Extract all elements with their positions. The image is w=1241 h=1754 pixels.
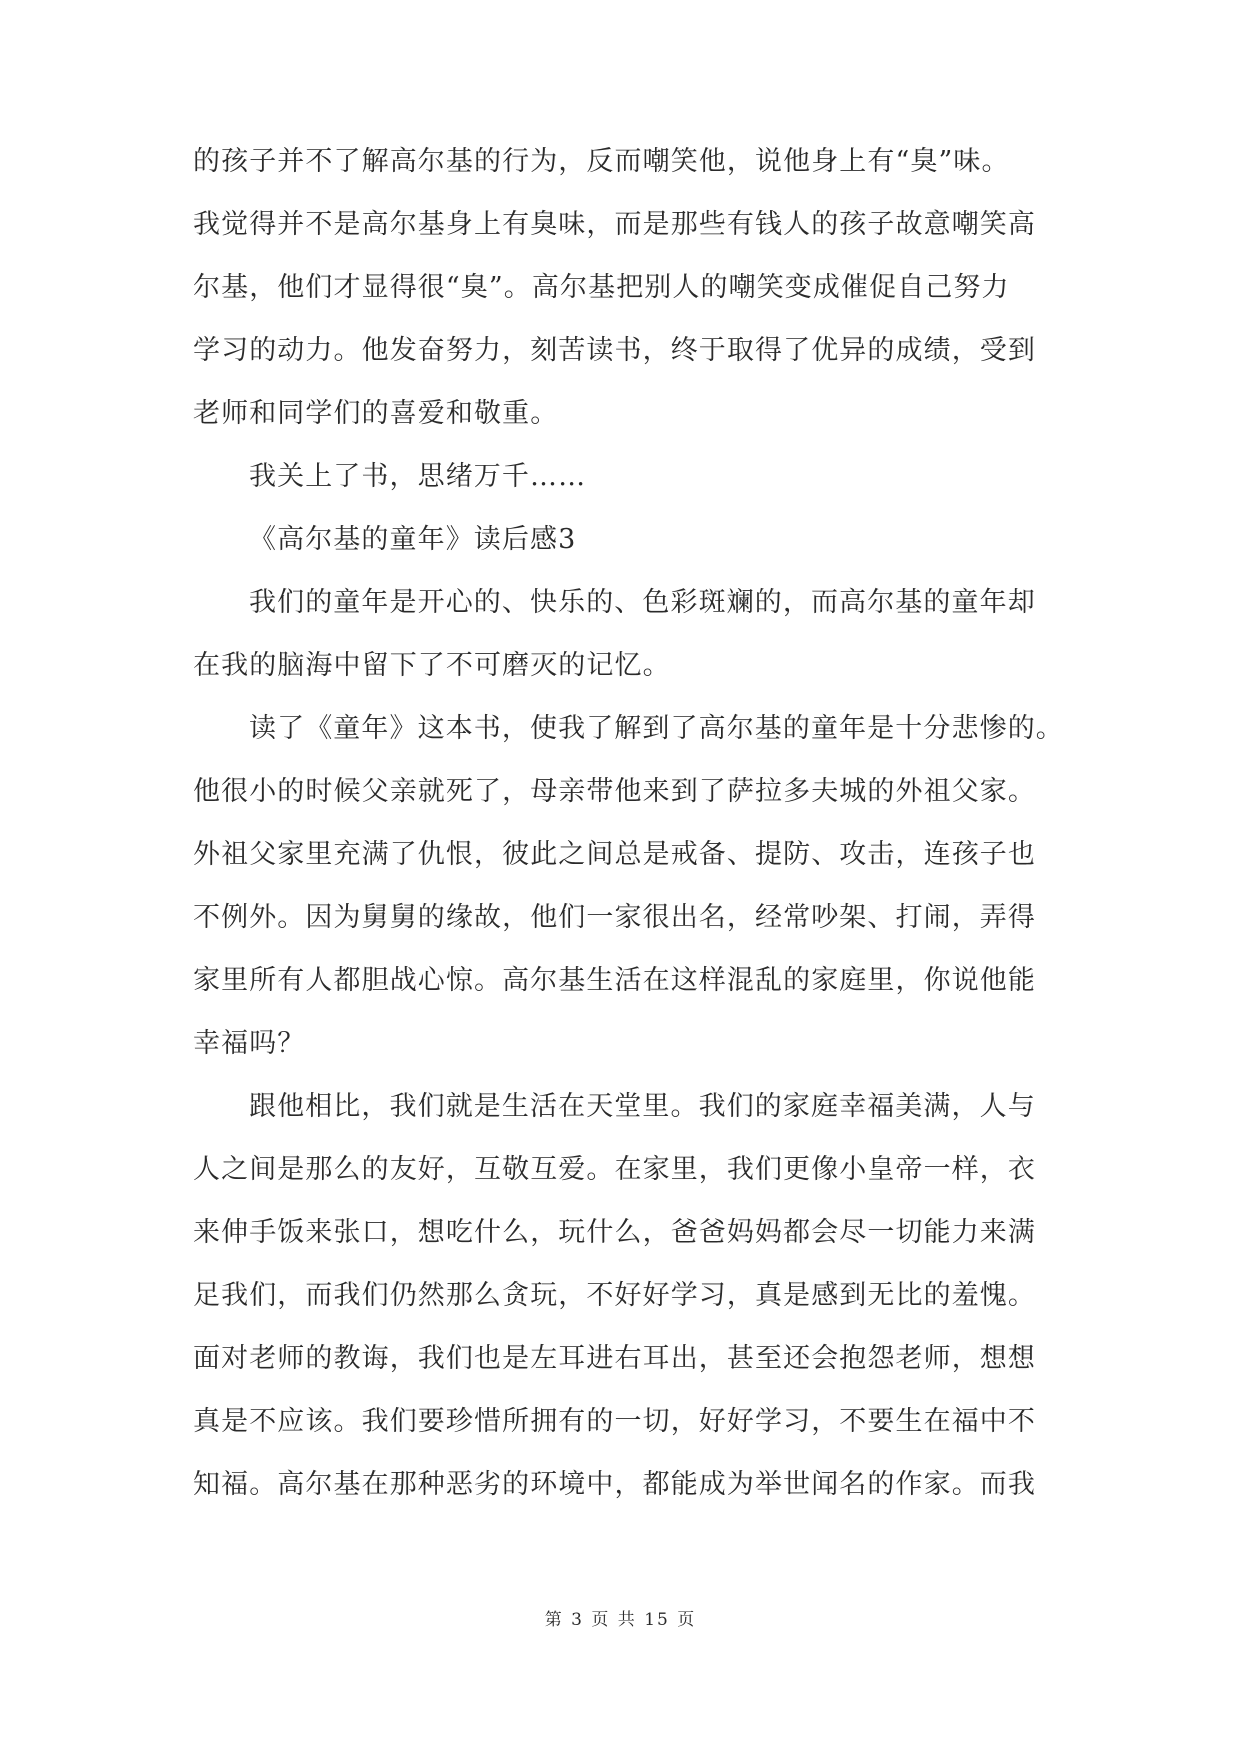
paragraph-line: 我觉得并不是高尔基身上有臭味，而是那些有钱人的孩子故意嘲笑高 [193,209,1036,240]
paragraph-line: 知福。高尔基在那种恶劣的环境中，都能成为举世闻名的作家。而我 [193,1469,1036,1500]
paragraph-line: 家里所有人都胆战心惊。高尔基生活在这样混乱的家庭里，你说他能 [193,965,1036,996]
paragraph-line: 学习的动力。他发奋努力，刻苦读书，终于取得了优异的成绩，受到 [193,335,1036,366]
paragraph-line: 人之间是那么的友好，互敬互爱。在家里，我们更像小皇帝一样，衣 [193,1154,1036,1185]
paragraph-line: 我们的童年是开心的、快乐的、色彩斑斓的，而高尔基的童年却 [249,587,1036,618]
paragraph-line: 我关上了书，思绪万千…… [249,461,587,492]
paragraph-line: 老师和同学们的喜爱和敬重。 [193,398,559,429]
paragraph-line: 幸福吗？ [193,1028,306,1059]
paragraph-line: 来伸手饭来张口，想吃什么，玩什么，爸爸妈妈都会尽一切能力来满 [193,1217,1036,1248]
section-heading: 《高尔基的童年》读后感3 [249,524,577,555]
paragraph-line: 面对老师的教诲，我们也是左耳进右耳出，甚至还会抱怨老师，想想 [193,1343,1036,1374]
paragraph-line: 足我们，而我们仍然那么贪玩，不好好学习，真是感到无比的羞愧。 [193,1280,1036,1311]
paragraph-line: 读了《童年》这本书，使我了解到了高尔基的童年是十分悲惨的。 [249,713,1064,744]
paragraph-line: 的孩子并不了解高尔基的行为，反而嘲笑他，说他身上有“臭”味。 [193,146,1010,177]
paragraph-line: 外祖父家里充满了仇恨，彼此之间总是戒备、提防、攻击，连孩子也 [193,839,1036,870]
paragraph-line: 不例外。因为舅舅的缘故，他们一家很出名，经常吵架、打闹，弄得 [193,902,1036,933]
page-number-footer: 第 3 页 共 15 页 [544,1610,697,1630]
paragraph-line: 真是不应该。我们要珍惜所拥有的一切，好好学习，不要生在福中不 [193,1406,1036,1437]
paragraph-line: 在我的脑海中留下了不可磨灭的记忆。 [193,650,671,681]
paragraph-line: 尔基，他们才显得很“臭”。高尔基把别人的嘲笑变成催促自己努力 [193,272,1010,303]
paragraph-line: 他很小的时候父亲就死了，母亲带他来到了萨拉多夫城的外祖父家。 [193,776,1036,807]
paragraph-line: 跟他相比，我们就是生活在天堂里。我们的家庭幸福美满，人与 [249,1091,1036,1122]
